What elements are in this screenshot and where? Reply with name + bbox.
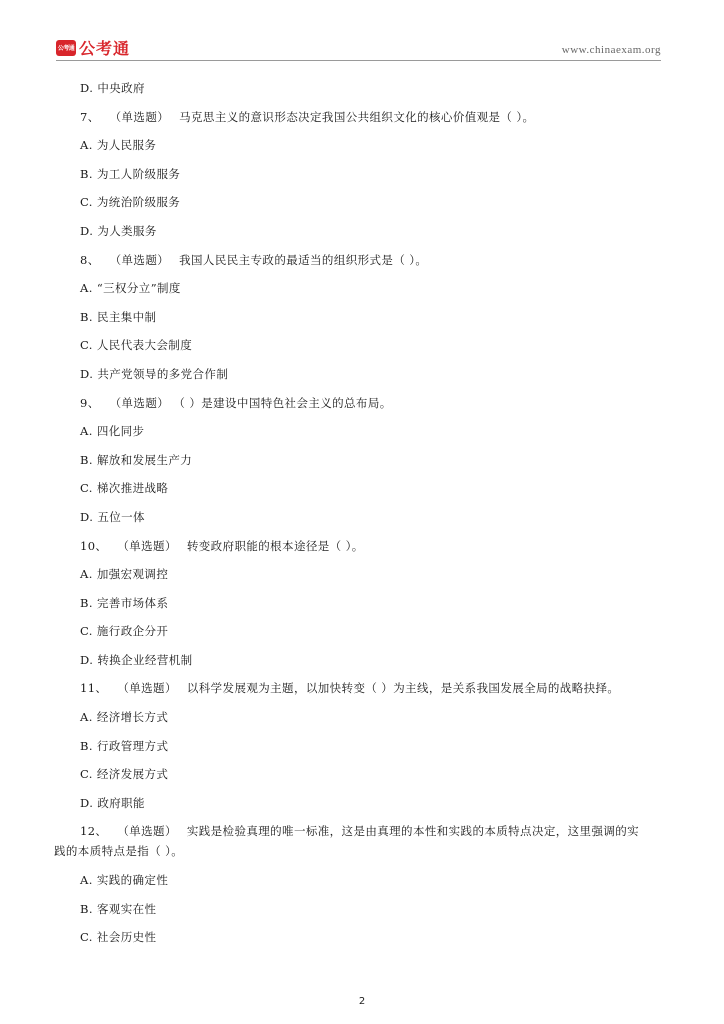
question-text: 以科学发展观为主题，以加快转变（ ）为主线，是关系我国发展全局的战略抉择。 xyxy=(186,681,620,696)
answer-option: B. 为工人阶级服务 xyxy=(80,166,181,181)
answer-option: C. 为统治阶级服务 xyxy=(80,195,181,210)
question-stem xyxy=(80,250,670,279)
answer-option: A. 为人民服务 xyxy=(80,138,157,153)
header-divider xyxy=(56,60,661,61)
page-number: 2 xyxy=(358,996,366,1007)
question-number: 8、 xyxy=(80,252,100,267)
answer-option: C. 经济发展方式 xyxy=(80,767,169,782)
answer-option: A. 实践的确定性 xyxy=(80,873,169,888)
answer-option: D. 共产党领导的多党合作制 xyxy=(80,366,229,381)
logo-badge: 公考通 xyxy=(56,40,76,56)
answer-option: B. 行政管理方式 xyxy=(80,738,169,753)
question-type: （单选题） xyxy=(117,681,177,696)
answer-option: D. 为人类服务 xyxy=(80,223,157,238)
answer-option: A. 加强宏观调控 xyxy=(80,567,169,582)
question-text: （ ）是建设中国特色社会主义的总布局。 xyxy=(179,395,392,410)
question-stem xyxy=(80,536,670,565)
question-type: （单选题） xyxy=(109,252,170,267)
answer-option: C. 社会历史性 xyxy=(80,930,157,945)
question-stem xyxy=(80,678,670,707)
answer-option: C. 施行政企分开 xyxy=(80,624,169,639)
question-list xyxy=(54,78,670,956)
question-text-continued: 践的本质特点是指（ ）。 xyxy=(54,844,184,859)
answer-option: B. 解放和发展生产力 xyxy=(80,452,193,467)
question-stem xyxy=(80,821,670,841)
answer-option: D. 五位一体 xyxy=(80,509,145,524)
answer-option: D. 转换企业经营机制 xyxy=(80,652,193,667)
answer-option: B. 客观实在性 xyxy=(80,901,157,916)
site-url: www.chinaexam.org xyxy=(561,44,661,56)
question-type: （单选题） xyxy=(109,109,170,124)
answer-option: B. 民主集中制 xyxy=(80,309,157,324)
question-type: （单选题） xyxy=(117,824,177,839)
answer-option: C. 梯次推进战略 xyxy=(80,481,169,496)
question-number: 9、 xyxy=(80,395,100,410)
question-text: 转变政府职能的根本途径是（ ）。 xyxy=(186,538,364,553)
answer-option: A. 四化同步 xyxy=(80,424,145,439)
question-text: 马克思主义的意识形态决定我国公共组织文化的核心价值观是（ ）。 xyxy=(179,109,535,124)
question-number: 10、 xyxy=(80,538,108,553)
answer-option: B. 完善市场体系 xyxy=(80,595,169,610)
logo-text: 公考通 xyxy=(79,39,131,58)
answer-option: A. 经济增长方式 xyxy=(80,710,169,725)
page-header xyxy=(56,36,661,60)
question-stem xyxy=(80,393,670,422)
question-type: （单选题） xyxy=(117,538,177,553)
logo xyxy=(56,36,130,59)
question-stem xyxy=(80,107,670,136)
question-text: 实践是检验真理的唯一标准，这是由真理的本性和实践的本质特点决定，这里强调的实 xyxy=(186,824,640,839)
question-type: （单选题） xyxy=(109,395,170,410)
question-number: 7、 xyxy=(80,109,100,124)
answer-option: D. 政府职能 xyxy=(80,795,145,810)
answer-option: C. 人民代表大会制度 xyxy=(80,338,193,353)
question-number: 11、 xyxy=(80,681,108,696)
question-text: 我国人民民主专政的最适当的组织形式是（ ）。 xyxy=(179,252,428,267)
answer-option: D. 中央政府 xyxy=(80,81,145,95)
question-number: 12、 xyxy=(80,824,108,839)
answer-option: A. “三权分立”制度 xyxy=(80,281,181,296)
